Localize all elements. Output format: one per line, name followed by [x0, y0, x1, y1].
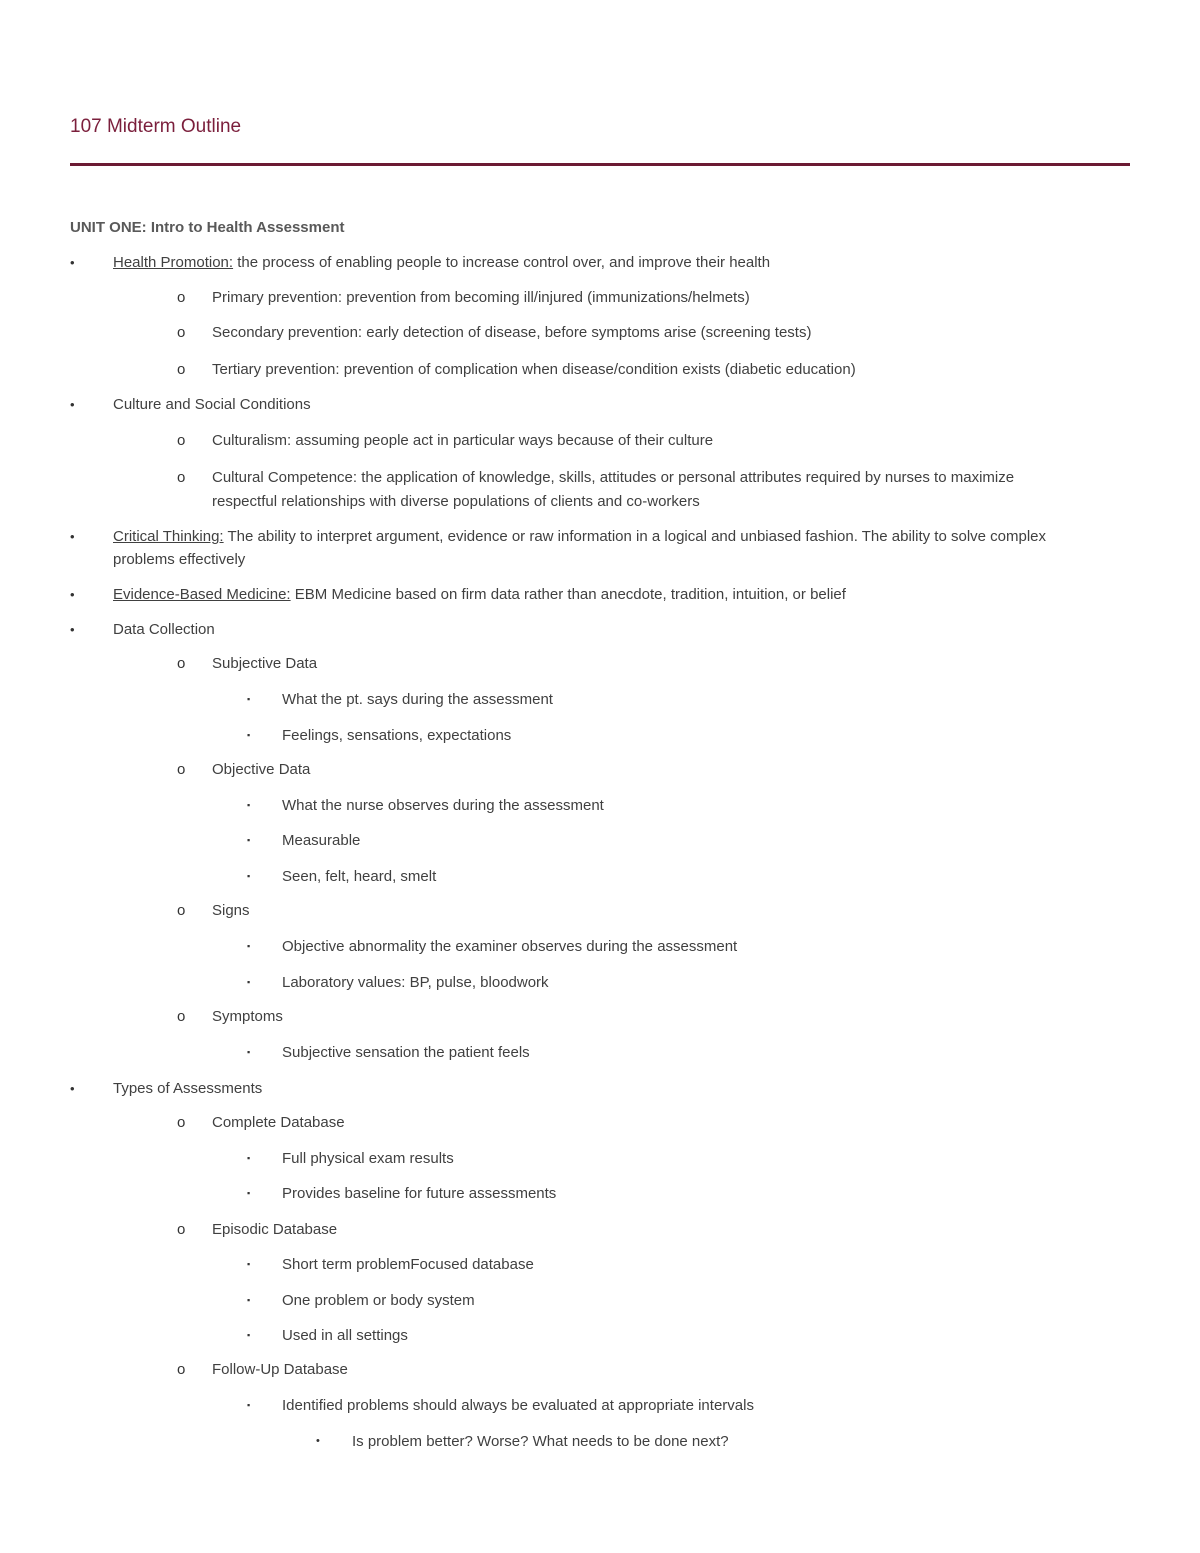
list-item: Tertiary prevention: prevention of complication when disease/condition exists (diabetic education) [212, 361, 856, 378]
outline-item-culture: Culture and Social Conditions [113, 396, 311, 413]
ebm-text: EBM Medicine based on firm data rather than anecdote, tradition, intuition, or belief [290, 586, 846, 603]
bullet-marker: o [177, 1114, 186, 1131]
list-item: Objective Data [212, 761, 311, 778]
list-item: Primary prevention: prevention from becoming ill/injured (immunizations/helmets) [212, 289, 750, 306]
list-item: Subjective Data [212, 655, 318, 672]
list-item: Identified problems should always be evaluated at appropriate intervals [282, 1397, 754, 1414]
list-item: Used in all settings [282, 1327, 408, 1344]
critical-thinking-text: The ability to interpret argument, evidence or raw information in a logical and unbiased fashion. The ability to solve complex [223, 528, 1047, 545]
list-item: What the pt. says during the assessment [282, 691, 553, 708]
list-item: Subjective sensation the patient feels [282, 1044, 530, 1061]
bullet-marker: o [177, 432, 186, 449]
list-item: Complete Database [212, 1114, 345, 1131]
bullet-marker: o [177, 1008, 186, 1025]
list-item: Is problem better? Worse? What needs to be done next? [352, 1433, 729, 1450]
bullet-marker: o [177, 902, 186, 919]
list-item: Signs [212, 902, 250, 919]
term-health-promotion: Health Promotion: [113, 254, 234, 271]
list-item: Short term problemFocused database [282, 1256, 534, 1273]
list-item: Seen, felt, heard, smelt [282, 868, 437, 885]
list-item: Measurable [282, 832, 361, 849]
page-title: 107 Midterm Outline [70, 116, 242, 137]
bullet-marker: o [177, 655, 186, 672]
list-item: Secondary prevention: early detection of disease, before symptoms arise (screening tests) [212, 324, 812, 341]
bullet-marker: o [177, 761, 186, 778]
outline-item-data-collection: Data Collection [113, 621, 215, 638]
list-item: Symptoms [212, 1008, 283, 1025]
list-item: Culturalism: assuming people act in particular ways because of their culture [212, 432, 714, 449]
term-ebm: Evidence-Based Medicine: [113, 586, 291, 603]
bullet-marker: o [177, 361, 186, 378]
bullet-marker: • [316, 1435, 320, 1447]
bullet-marker: ▪ [247, 730, 251, 740]
list-item: Episodic Database [212, 1221, 338, 1238]
bullet-marker: o [177, 1221, 186, 1238]
bullet-marker: ▪ [247, 1400, 251, 1410]
bullet-marker: o [177, 324, 186, 341]
bullet-marker: o [177, 289, 186, 306]
bullet-marker: ▪ [247, 1330, 251, 1340]
list-item: One problem or body system [282, 1292, 475, 1309]
list-item: Follow-Up Database [212, 1361, 348, 1378]
bullet-marker: ▪ [247, 800, 251, 810]
outline-item-health-promotion [113, 251, 770, 274]
bullet-marker: • [70, 622, 75, 637]
unit-heading [70, 216, 345, 239]
term-critical-thinking: Critical Thinking: [113, 528, 224, 545]
bullet-marker: ▪ [247, 1047, 251, 1057]
list-item: What the nurse observes during the assessment [282, 797, 604, 814]
bullet-marker: ▪ [247, 1295, 251, 1305]
bullet-marker: ▪ [247, 977, 251, 987]
bullet-marker: • [70, 587, 75, 602]
bullet-marker: • [70, 397, 75, 412]
title-divider [70, 163, 1130, 166]
outline-item-types-of-assessments: Types of Assessments [113, 1080, 263, 1097]
bullet-marker: • [70, 1081, 75, 1096]
list-item: Feelings, sensations, expectations [282, 727, 512, 744]
bullet-marker: ▪ [247, 1259, 251, 1269]
list-item: Provides baseline for future assessments [282, 1185, 557, 1202]
bullet-marker: ▪ [247, 871, 251, 881]
bullet-marker: ▪ [247, 1153, 251, 1163]
bullet-marker: o [177, 469, 186, 486]
list-item: Objective abnormality the examiner observes during the assessment [282, 938, 738, 955]
bullet-marker: ▪ [247, 694, 251, 704]
list-item: Full physical exam results [282, 1150, 454, 1167]
outline-item-critical-thinking [113, 525, 1046, 548]
unit-label: UNIT ONE: [70, 219, 147, 236]
list-item-continuation: respectful relationships with diverse populations of clients and co-workers [212, 493, 700, 510]
health-promotion-text: the process of enabling people to increase control over, and improve their health [233, 254, 771, 271]
list-item: Laboratory values: BP, pulse, bloodwork [282, 974, 549, 991]
bullet-marker: • [70, 255, 75, 270]
critical-thinking-continuation: problems effectively [113, 551, 246, 568]
bullet-marker: o [177, 1361, 186, 1378]
outline-item-ebm [113, 583, 846, 606]
bullet-marker: • [70, 529, 75, 544]
unit-title: Intro to Health Assessment [146, 219, 345, 236]
list-item: Cultural Competence: the application of knowledge, skills, attitudes or personal attributes required by nurses to maximize [212, 469, 1015, 486]
bullet-marker: ▪ [247, 1188, 251, 1198]
bullet-marker: ▪ [247, 835, 251, 845]
bullet-marker: ▪ [247, 941, 251, 951]
